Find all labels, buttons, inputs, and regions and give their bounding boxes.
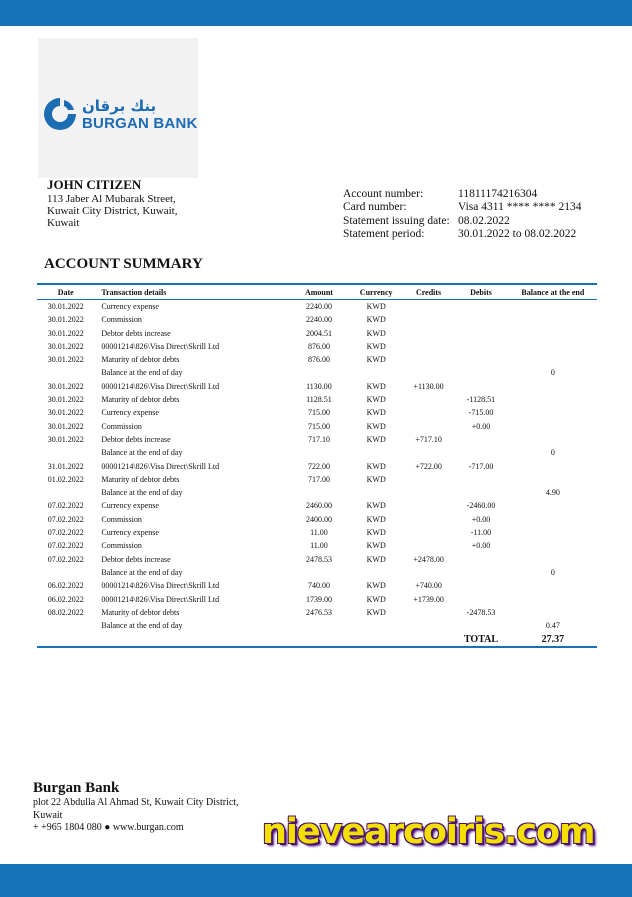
cell-currency: KWD — [366, 528, 386, 538]
cell-date: 30.01.2022 — [47, 395, 84, 405]
cell-debits: -2478.53 — [466, 607, 496, 617]
cell-date — [37, 486, 94, 499]
cell-balance — [509, 539, 597, 552]
cell-amount: 1128.51 — [306, 395, 332, 405]
cell-date: 01.02.2022 — [47, 474, 84, 484]
table-row — [37, 526, 597, 539]
cell-balance — [509, 327, 597, 340]
cell-amount: 2400.00 — [305, 514, 332, 524]
account-number-label: Account number: — [343, 188, 424, 200]
cell-balance — [509, 593, 597, 606]
cell-currency: KWD — [366, 461, 386, 471]
customer-name: JOHN CITIZEN — [47, 177, 142, 192]
cell-currency: KWD — [366, 501, 386, 511]
table-header-row — [37, 284, 597, 300]
table-row — [37, 606, 597, 619]
cell-currency: KWD — [366, 355, 386, 365]
cell-date — [37, 366, 94, 379]
cell-amount: 876.00 — [307, 355, 330, 365]
cell-amount — [289, 619, 348, 632]
statement-period-row — [343, 228, 581, 241]
cell-currency: KWD — [366, 315, 386, 325]
account-info — [343, 188, 581, 242]
statement-period-label: Statement period: — [343, 228, 425, 241]
cell-date: 07.02.2022 — [47, 554, 84, 564]
cell-details: Maturity of debtor debts — [101, 607, 180, 617]
cell-date: 30.01.2022 — [47, 421, 84, 431]
cell-balance — [509, 579, 597, 592]
cell-details: Maturity of debtor debts — [101, 355, 180, 365]
table-row — [37, 593, 597, 606]
cell-amount: 1130.00 — [306, 381, 332, 391]
cell-debits — [453, 579, 508, 592]
logo-arabic-label: بنك برقان — [82, 97, 157, 115]
cell-credits — [404, 526, 453, 539]
table-row — [37, 353, 597, 366]
cell-currency — [349, 619, 404, 632]
burgan-logo-icon — [42, 96, 78, 132]
cell-debits — [453, 353, 508, 366]
cell-amount — [289, 566, 348, 579]
cell-date — [37, 619, 94, 632]
cell-currency: KWD — [366, 594, 386, 604]
cell-balance: 0 — [550, 448, 555, 458]
cell-credits — [404, 313, 453, 326]
cell-currency: KWD — [366, 607, 386, 617]
cell-amount: 2478.53 — [305, 554, 332, 564]
table-row — [37, 366, 597, 379]
cell-currency: KWD — [366, 408, 386, 418]
cell-details: Currency expense — [101, 501, 159, 511]
table-row — [37, 313, 597, 326]
table-row — [37, 340, 597, 353]
cell-credits — [404, 539, 453, 552]
cell-debits — [453, 340, 508, 353]
cell-details: Balance at the end of day — [101, 621, 183, 631]
table-row — [37, 406, 597, 419]
cell-credits: +722.00 — [415, 461, 442, 471]
cell-debits — [453, 566, 508, 579]
cell-date: 30.01.2022 — [47, 381, 84, 391]
cell-date: 07.02.2022 — [47, 541, 84, 551]
table-row — [37, 619, 597, 632]
cell-currency: KWD — [366, 514, 386, 524]
cell-date: 06.02.2022 — [47, 594, 84, 604]
table-row — [37, 539, 597, 552]
cell-amount: 876.00 — [307, 341, 330, 351]
cell-debits — [453, 313, 508, 326]
cell-amount: 2240.00 — [305, 315, 332, 325]
cell-date: 30.01.2022 — [47, 355, 84, 365]
watermark-text: nievearcoiris.com — [262, 812, 595, 852]
cell-debits — [453, 327, 508, 340]
cell-debits — [453, 300, 508, 314]
cell-details: Debtor debts increase — [101, 328, 171, 338]
cell-balance — [509, 420, 597, 433]
cell-amount: 715.00 — [307, 421, 330, 431]
cell-amount: 11.00 — [310, 528, 328, 538]
cell-amount: 717.00 — [307, 474, 330, 484]
cell-credits — [404, 393, 453, 406]
cell-balance — [509, 460, 597, 473]
cell-debits — [453, 446, 508, 459]
cell-balance: 4.90 — [545, 488, 560, 498]
cell-amount: 2004.51 — [305, 328, 332, 338]
cell-amount: 717.10 — [307, 434, 330, 444]
cell-details: Maturity of debtor debts — [101, 474, 180, 484]
cell-credits — [404, 486, 453, 499]
cell-details: Balance at the end of day — [101, 488, 183, 498]
cell-balance — [509, 499, 597, 512]
cell-debits — [453, 380, 508, 393]
cell-balance: 0.47 — [545, 621, 560, 631]
cell-debits: -717.00 — [468, 461, 494, 471]
cell-credits: +1130.00 — [413, 381, 444, 391]
table-row — [37, 420, 597, 433]
cell-balance: 0 — [550, 368, 555, 378]
cell-balance — [509, 433, 597, 446]
cell-details: Debtor debts increase — [101, 554, 171, 564]
table-row — [37, 499, 597, 512]
cell-credits — [404, 619, 453, 632]
cell-credits — [404, 300, 453, 314]
bottom-brand-bar — [0, 864, 632, 897]
cell-details: Currency expense — [101, 528, 159, 538]
cell-date: 30.01.2022 — [47, 302, 84, 311]
cell-credits: +2478.00 — [413, 554, 444, 564]
header-details: Transaction details — [94, 284, 289, 300]
cell-balance — [509, 513, 597, 526]
issue-date-value: 08.02.2022 — [458, 214, 510, 227]
issue-date-label: Statement issuing date: — [343, 214, 450, 227]
cell-amount — [289, 366, 348, 379]
transactions-table — [37, 283, 597, 648]
cell-amount: 2460.00 — [305, 501, 332, 511]
cell-credits — [404, 499, 453, 512]
footer — [33, 779, 239, 835]
cell-credits — [404, 327, 453, 340]
footer-bank-name: Burgan Bank — [33, 780, 120, 796]
cell-date: 30.01.2022 — [47, 434, 84, 444]
cell-debits: -1128.51 — [466, 395, 496, 405]
cell-balance — [509, 393, 597, 406]
cell-currency: KWD — [366, 554, 386, 564]
logo-text: BURGAN BANK — [82, 115, 198, 132]
card-number-row — [343, 201, 581, 214]
card-number-label: Card number: — [343, 201, 407, 214]
total-empty-date — [37, 632, 94, 647]
cell-credits — [404, 446, 453, 459]
cell-credits: +1739.00 — [413, 594, 444, 604]
cell-credits — [404, 473, 453, 486]
cell-details: Balance at the end of day — [101, 368, 183, 378]
transactions-body — [37, 300, 597, 633]
cell-balance — [509, 380, 597, 393]
total-value: 27.37 — [509, 632, 597, 647]
cell-date: 07.02.2022 — [47, 528, 84, 538]
cell-debits — [453, 593, 508, 606]
table-row — [37, 300, 597, 314]
cell-currency: KWD — [366, 581, 386, 591]
account-number-value: 11811174216304 — [458, 188, 538, 200]
cell-credits: +740.00 — [415, 581, 442, 591]
cell-currency: KWD — [366, 541, 386, 551]
cell-amount — [289, 446, 348, 459]
cell-amount — [289, 486, 348, 499]
cell-amount: 2240.00 — [305, 302, 332, 311]
cell-details: 00001214\826\Visa Direct\Skrill Ltd — [101, 381, 220, 391]
total-empty-details — [94, 632, 289, 647]
cell-currency: KWD — [366, 395, 386, 405]
customer-address-line1: 113 Jaber Al Mubarak Street, — [47, 193, 176, 205]
total-row — [37, 632, 597, 647]
cell-date: 07.02.2022 — [47, 514, 84, 524]
cell-debits: -715.00 — [468, 408, 494, 418]
cell-details: Debtor debts increase — [101, 434, 171, 444]
total-empty-credits — [404, 632, 453, 647]
cell-balance — [509, 340, 597, 353]
cell-balance — [509, 473, 597, 486]
cell-balance — [509, 606, 597, 619]
cell-date: 30.01.2022 — [47, 341, 84, 351]
cell-details: Currency expense — [101, 408, 159, 418]
table-row — [37, 393, 597, 406]
cell-date: 31.01.2022 — [47, 461, 84, 471]
cell-balance: 0 — [550, 567, 555, 577]
cell-currency — [349, 486, 404, 499]
cell-date: 30.01.2022 — [47, 408, 84, 418]
cell-debits: +0.00 — [471, 421, 491, 431]
cell-debits — [453, 366, 508, 379]
cell-currency: KWD — [366, 328, 386, 338]
header-currency: Currency — [349, 284, 404, 300]
cell-credits — [404, 340, 453, 353]
total-label: TOTAL — [453, 632, 508, 647]
table-row — [37, 446, 597, 459]
cell-debits — [453, 553, 508, 566]
cell-date — [37, 446, 94, 459]
table-row — [37, 460, 597, 473]
cell-details: 00001214\826\Visa Direct\Skrill Ltd — [101, 594, 220, 604]
footer-address-line1: plot 22 Abdulla Al Ahmad St, Kuwait City District, — [33, 797, 239, 808]
cell-currency — [349, 366, 404, 379]
cell-details: 00001214\826\Visa Direct\Skrill Ltd — [101, 581, 220, 591]
cell-details: Currency expense — [101, 302, 159, 311]
table-row — [37, 579, 597, 592]
cell-balance — [509, 526, 597, 539]
cell-currency: KWD — [366, 421, 386, 431]
cell-balance — [509, 406, 597, 419]
cell-credits — [404, 513, 453, 526]
cell-debits — [453, 473, 508, 486]
customer-address-line2: Kuwait City District, Kuwait, — [47, 205, 178, 217]
cell-details: Commission — [101, 315, 142, 325]
cell-date: 30.01.2022 — [47, 328, 84, 338]
table-row — [37, 513, 597, 526]
cell-amount: 722.00 — [307, 461, 330, 471]
cell-debits — [453, 433, 508, 446]
account-number-row — [343, 188, 581, 201]
cell-details: Balance at the end of day — [101, 567, 183, 577]
header-debits: Debits — [453, 284, 508, 300]
cell-currency: KWD — [366, 341, 386, 351]
cell-date: 08.02.2022 — [47, 607, 84, 617]
cell-details: Commission — [101, 514, 142, 524]
cell-date: 06.02.2022 — [47, 581, 84, 591]
cell-debits: +0.00 — [471, 514, 491, 524]
table-row — [37, 380, 597, 393]
table-row — [37, 473, 597, 486]
cell-amount: 11.00 — [310, 541, 328, 551]
total-empty-currency — [349, 632, 404, 647]
cell-debits: +0.00 — [471, 541, 491, 551]
cell-date: 30.01.2022 — [47, 315, 84, 325]
cell-debits: -11.00 — [470, 528, 492, 538]
statement-period-value: 30.01.2022 to 08.02.2022 — [458, 228, 577, 241]
cell-date: 07.02.2022 — [47, 501, 84, 511]
issue-date-row — [343, 215, 581, 228]
card-number-value: Visa 4311 **** **** 2134 — [458, 201, 582, 214]
cell-details: Maturity of debtor debts — [101, 395, 180, 405]
cell-currency — [349, 446, 404, 459]
customer-address-line3: Kuwait — [47, 217, 80, 229]
cell-credits — [404, 406, 453, 419]
footer-address-line2: Kuwait — [33, 809, 63, 821]
cell-amount: 715.00 — [307, 408, 330, 418]
cell-credits — [404, 353, 453, 366]
cell-details: Balance at the end of day — [101, 448, 183, 458]
cell-amount: 740.00 — [307, 581, 330, 591]
header-credits: Credits — [404, 284, 453, 300]
customer-block — [47, 178, 177, 229]
cell-credits — [404, 566, 453, 579]
table-row — [37, 486, 597, 499]
cell-details: 00001214\826\Visa Direct\Skrill Ltd — [101, 341, 220, 351]
header-amount: Amount — [289, 284, 348, 300]
cell-balance — [509, 313, 597, 326]
cell-details: Commission — [101, 421, 142, 431]
cell-credits: +717.10 — [415, 434, 442, 444]
cell-credits — [404, 366, 453, 379]
table-row — [37, 566, 597, 579]
cell-amount: 2476.53 — [305, 607, 332, 617]
cell-currency: KWD — [366, 434, 386, 444]
top-brand-bar — [0, 0, 632, 26]
cell-balance — [509, 300, 597, 314]
cell-details: Commission — [101, 541, 142, 551]
cell-currency: KWD — [366, 381, 386, 391]
cell-credits — [404, 606, 453, 619]
header-balance: Balance at the end — [509, 284, 597, 300]
cell-details: 00001214\826\Visa Direct\Skrill Ltd — [101, 461, 220, 471]
total-empty-amount — [289, 632, 348, 647]
cell-currency: KWD — [366, 474, 386, 484]
cell-balance — [509, 353, 597, 366]
logo-arabic-text — [82, 97, 198, 115]
header-date: Date — [37, 284, 94, 300]
table-row — [37, 327, 597, 340]
cell-credits — [404, 420, 453, 433]
cell-date — [37, 566, 94, 579]
table-row — [37, 433, 597, 446]
table-row — [37, 553, 597, 566]
cell-currency: KWD — [366, 302, 386, 311]
cell-debits — [453, 486, 508, 499]
cell-balance — [509, 553, 597, 566]
cell-debits: -2460.00 — [466, 501, 496, 511]
account-summary-title: ACCOUNT SUMMARY — [44, 256, 203, 272]
cell-amount: 1739.00 — [305, 594, 332, 604]
cell-currency — [349, 566, 404, 579]
footer-contact: + +965 1804 080 ● www.burgan.com — [33, 822, 184, 833]
cell-debits — [453, 619, 508, 632]
